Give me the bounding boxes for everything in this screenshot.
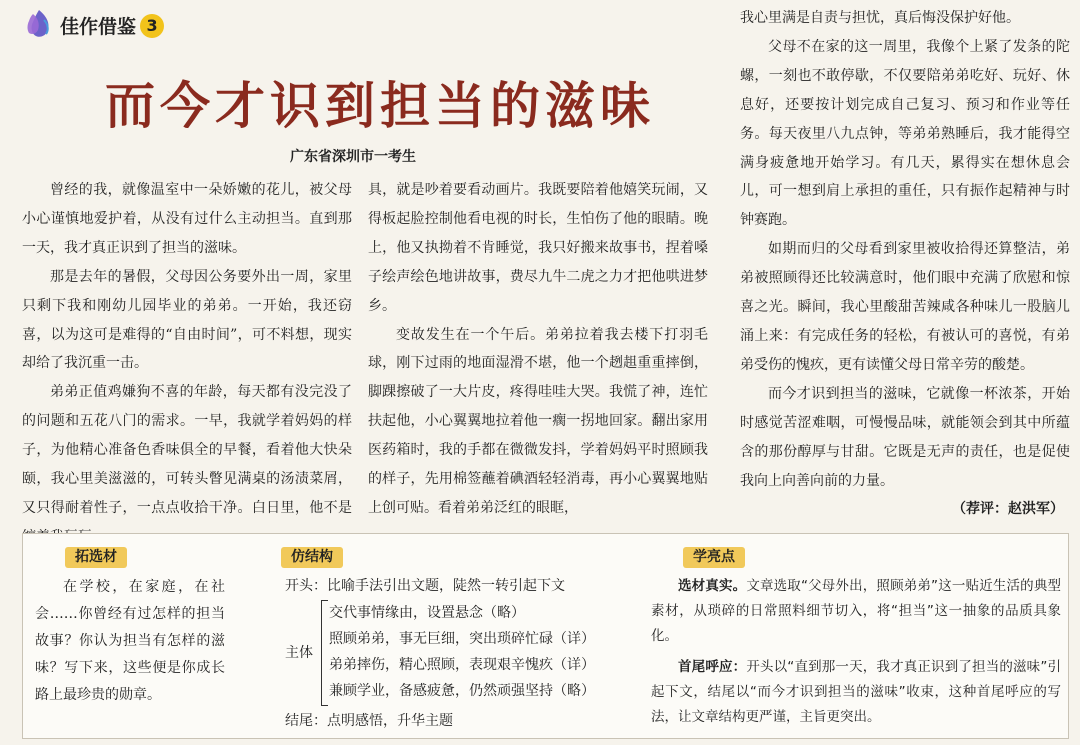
study-notes-box (22, 533, 1069, 739)
paragraph: 如期而归的父母看到家里被收拾得还算整洁，弟弟被照顾得还比较满意时，他们眼中充满了欣慰和惊喜之光。瞬间，我心里酸甜苦辣咸各种味儿一股脑儿涌上来：有完成任务的轻松，有被认可的喜悦，有弟弟受伤的愧疚，更有读懂父母日常辛劳的酸楚。 (740, 241, 1070, 373)
highlight-text: 文章选取“父母外出，照顾弟弟”这一贴近生活的典型素材，从琐碎的日常照料细节切入，将“担当”这一抽象的品质具象化。 (651, 578, 1061, 644)
body-item: 弟弟摔伤，精心照顾，表现艰辛愧疚（详） (329, 657, 595, 673)
section-number-badge: 3 (140, 14, 164, 38)
paragraph: 而今才识到担当的滋味，它就像一杯浓茶，开始时感觉苦涩难咽，可慢慢品味，就能领会到其中所蕴含的那份醇厚与甘甜。它既是无声的责任，也是促使我向上向善向前的力量。 (740, 385, 1070, 489)
highlights-section (651, 574, 1061, 736)
paragraph: 曾经的我，就像温室中一朵娇嫩的花儿，被父母小心谨慎地爱护着，从没有过什么主动担当。直到那一天，我才真正识到了担当的滋味。 (22, 182, 352, 256)
body-item: 交代事情缘由，设置悬念（略） (329, 605, 525, 621)
highlight-item (651, 574, 1061, 649)
highlights-label: 学亮点 (683, 547, 745, 568)
body-bracket (321, 600, 328, 706)
paragraph: 那是去年的暑假，父母因公务要外出一周，家里只剩下我和刚幼儿园毕业的弟弟。一开始，我还窃喜，以为这可是难得的“自由时间”，可不料想，现实却给了我沉重一击。 (22, 268, 352, 372)
article-column-1 (22, 176, 352, 552)
paragraph: 具，就是吵着要看动画片。我既要陪着他嬉笑玩闹，又得板起脸控制他看电视的时长，生怕伤了他的眼睛。晚上，他又执拗着不肯睡觉，我只好搬来故事书，捏着嗓子绘声绘色地讲故事，费尽九牛二虎之力才把他哄进梦乡。 (368, 182, 708, 314)
ending-text: 点明感悟，升华主题 (327, 713, 453, 729)
highlight-heading: 首尾呼应： (678, 659, 747, 675)
section-title-text: 佳作借鉴 (60, 16, 137, 38)
body-label: 主体 (285, 645, 313, 661)
article-title: 而今才识到担当的滋味 (105, 76, 655, 135)
highlight-text: 开头以“直到那一天，我才真正识到了担当的滋味”引起下文，结尾以“而今才识到担当的滋味”收束，这种首尾呼应的写法，让文章结构更严谨，主旨更突出。 (651, 659, 1061, 725)
paragraph: 变故发生在一个午后。弟弟拉着我去楼下打羽毛球，刚下过雨的地面湿滑不堪，他一个趔趄重重摔倒，脚踝擦破了一大片皮，疼得哇哇大哭。我慌了神，连忙扶起他，小心翼翼地拉着他一瘸一拐地回家。翻出家用医药箱时，我的手都在微微发抖，学着妈妈平时照顾我的样子，先用棉签蘸着碘酒轻轻消毒，再小心翼翼地贴上创可贴。看着弟弟泛红的眼眶， (368, 326, 708, 516)
structure-ending (285, 710, 453, 730)
section-title (60, 12, 164, 39)
article-byline: 广东省深圳市一考生 (290, 149, 416, 165)
article-column-2 (368, 176, 708, 523)
paragraph: 我心里满是自责与担忧，真后悔没保护好他。 (740, 10, 1020, 26)
body-item: 兼顾学业，备感疲惫，仍然顽强坚持（略） (329, 683, 595, 699)
topic-section (35, 574, 225, 709)
topic-label: 拓选材 (65, 547, 127, 568)
structure-opening (285, 575, 565, 595)
paragraph: 弟弟正值鸡嫌狗不喜的年龄，每天都有没完没了的问题和五花八门的需求。一早，我就学着妈妈的样子，为他精心准备色香味俱全的早餐，看着他大快朵颐，我心里美滋滋的，可转头瞥见满桌的汤渍菜屑，又只得耐着性子，一点点收拾干净。白日里，他不是 (22, 384, 352, 516)
recommender-credit: （荐评：赵洪军） (952, 501, 1064, 518)
ending-label: 结尾： (285, 713, 327, 729)
logo-mark-icon (24, 8, 54, 40)
article-column-3 (740, 4, 1070, 524)
topic-text: 在学校，在家庭，在社会……你曾经有过怎样的担当故事？你认为担当有怎样的滋味？写下来，这些便是你成长路上最珍贵的勋章。 (35, 579, 225, 703)
highlight-item (651, 655, 1061, 730)
opening-label: 开头： (285, 578, 327, 594)
structure-label: 仿结构 (281, 547, 343, 568)
body-item: 照顾弟弟，事无巨细，突出琐碎忙碌（详） (329, 631, 595, 647)
highlight-heading: 选材真实。 (678, 578, 747, 594)
paragraph: 父母不在家的这一周里，我像个上紧了发条的陀螺，一刻也不敢停歇，不仅要陪弟弟吃好、玩好、休息好，还要按计划完成自己复习、预习和作业等任务。每天夜里八九点钟，等弟弟熟睡后，我才能得空满身疲惫地开始学习。有几天，累得实在想休息会儿，可一想到肩上承担的重任，只有振作起精神与时钟赛跑。 (740, 38, 1070, 229)
opening-text: 比喻手法引出文题，陡然一转引起下文 (327, 578, 565, 594)
